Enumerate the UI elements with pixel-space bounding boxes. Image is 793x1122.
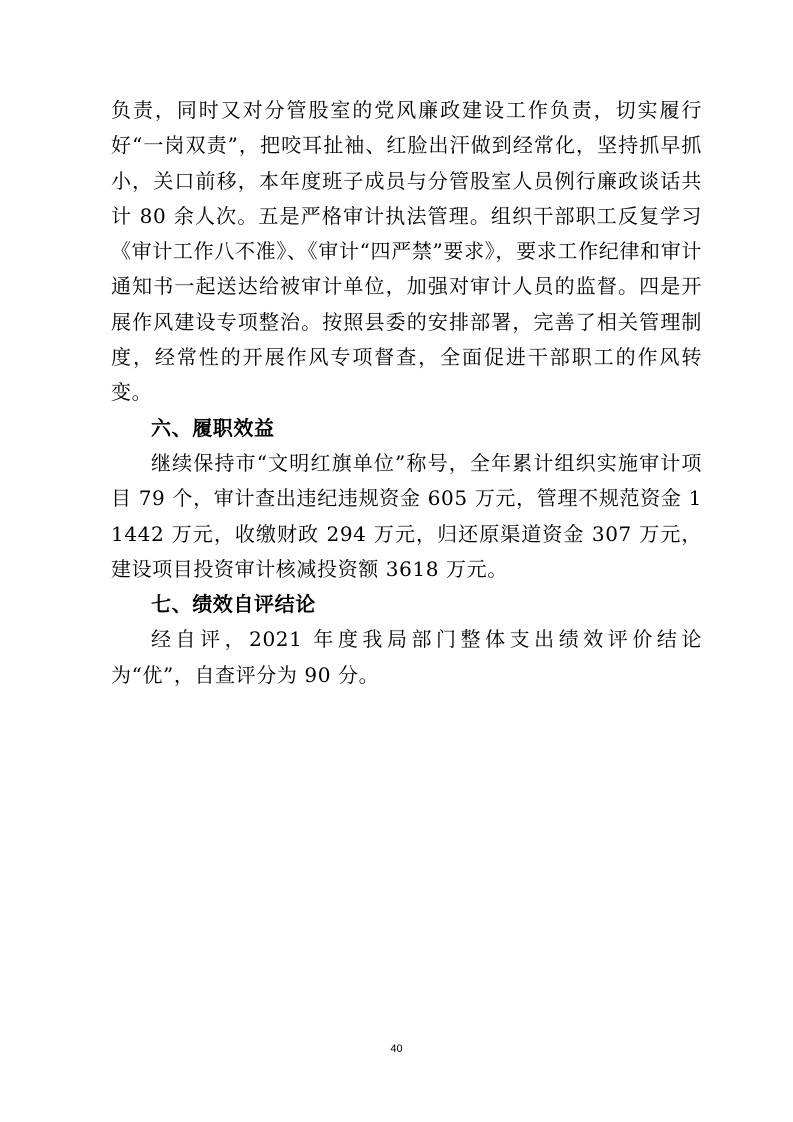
paragraph-performance-benefits: 继续保持市“文明红旗单位”称号，全年累计组织实施审计项目 79 个，审计查出违纪违规资金 605 万元，管理不规范资金 11442 万元，收缴财政 294 万元，归还原渠道资金 307 万元，建设项目投资审计核减投资额 3618 万元。 [111,450,702,581]
paragraph-self-evaluation: 经自评，2021 年度我局部门整体支出绩效评价结论为“优”，自查评分为 90 分。 [111,627,702,687]
document-body [111,93,702,693]
page-number: 40 [390,1043,403,1055]
section-heading-performance-benefits: 六、履职效益 [151,415,275,440]
paragraph-continuation: 负责，同时又对分管股室的党风廉政建设工作负责，切实履行好“一岗双责”，把咬耳扯袖、红脸出汗做到经常化，坚持抓早抓小，关口前移，本年度班子成员与分管股室人员例行廉政谈话共计 80 余人次。五是严格审计执法管理。组织干部职工反复学习《审计工作八不准》、《审计“四严禁”要求》，要求工作纪律和审计通知书一起送达给被审计单位，加强对审计人员的监督。四是开展作风建设专项整治。按照县委的安排部署，完善了相关管理制度，经常性的开展作风专项督查，全面促进干部职工的作风转变。 [111,98,702,405]
section-heading-self-evaluation: 七、绩效自评结论 [151,592,316,617]
